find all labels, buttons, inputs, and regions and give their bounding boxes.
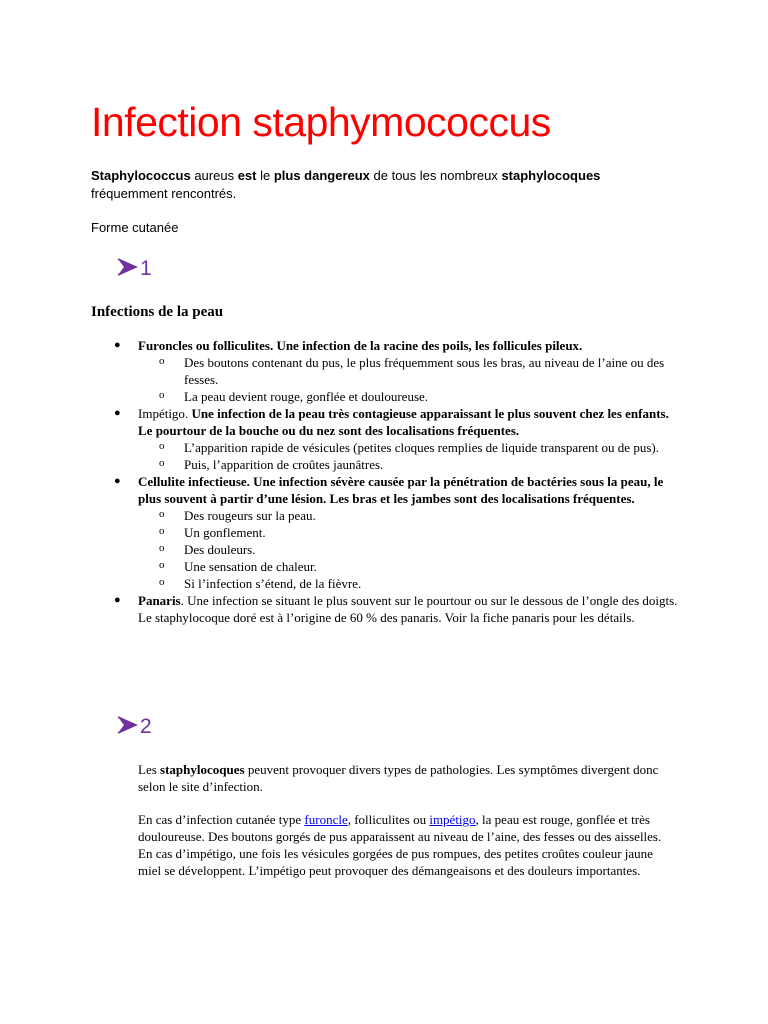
circle-bullet-icon: o bbox=[159, 559, 165, 571]
section-number-2: 2 bbox=[140, 715, 152, 738]
intro-text-3: de tous les nombreux bbox=[369, 168, 502, 183]
disc-bullet-icon: ● bbox=[114, 339, 121, 351]
para2-text-b: , folliculites ou bbox=[347, 812, 430, 827]
circle-bullet-icon: o bbox=[159, 576, 165, 588]
list-item bbox=[110, 592, 680, 626]
para1-text-c: peuvent provoquer divers types de pathologies. Les symptômes divergent donc selon le site d’infection. bbox=[138, 762, 659, 794]
sub-item-text: Si l’infection s’étend, de la fièvre. bbox=[184, 576, 362, 591]
intro-bold-2: est bbox=[237, 168, 257, 183]
sub-item-text: L’apparition rapide de vésicules (petites cloques remplies de liquide transparent ou de pus). bbox=[184, 440, 659, 455]
circle-bullet-icon: o bbox=[159, 355, 165, 367]
sub-list-item bbox=[110, 524, 680, 541]
sub-item-text: Des douleurs. bbox=[184, 542, 256, 557]
intro-text-1: aureus bbox=[190, 168, 238, 183]
item-name: Cellulite infectieuse bbox=[138, 474, 247, 489]
arrow-bullet-icon bbox=[116, 715, 138, 735]
sub-list-item bbox=[110, 575, 680, 592]
sub-list-item bbox=[110, 558, 680, 575]
item-desc: Une infection sévère causée par la pénétration de bactéries sous la peau, le plus souvent à partir d’une lésion. Les bras et les jambes sont des localisations fréquentes. bbox=[138, 474, 664, 506]
sub-list-item bbox=[110, 439, 680, 456]
sub-item-text: Un gonflement. bbox=[184, 525, 266, 540]
item-name: Panaris bbox=[138, 593, 181, 608]
circle-bullet-icon: o bbox=[159, 440, 165, 452]
circle-bullet-icon: o bbox=[159, 389, 165, 401]
intro-paragraph bbox=[91, 167, 651, 203]
infections-heading: Infections de la peau bbox=[91, 304, 224, 320]
paragraph-cutaneous bbox=[138, 811, 678, 879]
circle-bullet-icon: o bbox=[159, 542, 165, 554]
item-desc: Une infection de la racine des poils, les follicules pileux. bbox=[276, 338, 583, 353]
circle-bullet-icon: o bbox=[159, 525, 165, 537]
sub-list-item bbox=[110, 507, 680, 524]
sub-item-text: Des boutons contenant du pus, le plus fréquemment sous les bras, au niveau de l’aine ou des fesses. bbox=[184, 355, 665, 387]
sub-list-item bbox=[110, 456, 680, 473]
item-sep: . bbox=[180, 593, 188, 608]
para2-text-c: , la peau est rouge, gonflée et très douloureuse. Des boutons gorgés de pus apparaissent au niveau de l’aine, des fesses ou des aisselles. En cas d’impétigo, une fois les vésicules gorgées de pus rompues, des petites croûtes couleur jaune miel se développent. L’impétigo peut provoquer des démangeaisons et des douleurs importantes. bbox=[138, 812, 662, 878]
disc-bullet-icon: ● bbox=[114, 475, 121, 487]
para2-text-a: En cas d’infection cutanée type bbox=[138, 812, 305, 827]
section-heading-2 bbox=[116, 713, 152, 741]
item-sep: . bbox=[184, 406, 192, 421]
forme-label: Forme cutanée bbox=[91, 220, 179, 235]
sub-item-text: La peau devient rouge, gonflée et douloureuse. bbox=[184, 389, 429, 404]
intro-text-2: le bbox=[256, 168, 274, 183]
circle-bullet-icon: o bbox=[159, 508, 165, 520]
sub-item-text: Des rougeurs sur la peau. bbox=[184, 508, 316, 523]
item-desc: Une infection se situant le plus souvent sur le pourtour ou sur le dessous de l’ongle des doigts. Le staphylocoque doré est à l’origine de 60 % des panaris. Voir la fiche panaris pour les détails. bbox=[138, 593, 678, 625]
infection-list bbox=[110, 337, 680, 626]
sub-list-item bbox=[110, 541, 680, 558]
list-item bbox=[110, 405, 680, 439]
sub-list-item bbox=[110, 388, 680, 405]
intro-bold-1: Staphylococcus bbox=[91, 168, 191, 183]
item-desc: Une infection de la peau très contagieuse apparaissant le plus souvent chez les enfants. Le pourtour de la bouche ou du nez sont des localisations fréquentes. bbox=[138, 406, 669, 438]
sub-list-item bbox=[110, 354, 680, 388]
disc-bullet-icon: ● bbox=[114, 594, 121, 606]
sub-item-text: Une sensation de chaleur. bbox=[184, 559, 317, 574]
intro-bold-3: plus dangereux bbox=[273, 168, 370, 183]
item-sep: . bbox=[246, 474, 254, 489]
item-name: Impétigo bbox=[138, 406, 185, 421]
item-sep: . bbox=[269, 338, 277, 353]
item-name: Furoncles ou folliculites bbox=[138, 338, 270, 353]
disc-bullet-icon: ● bbox=[114, 407, 121, 419]
intro-bold-4: staphylocoques bbox=[501, 168, 601, 183]
section-heading-1 bbox=[116, 255, 152, 283]
paragraph-pathologies bbox=[138, 761, 678, 795]
circle-bullet-icon: o bbox=[159, 457, 165, 469]
para1-bold: staphylocoques bbox=[160, 762, 245, 777]
intro-text-4: fréquemment rencontrés. bbox=[91, 186, 237, 201]
section-number-1: 1 bbox=[140, 257, 152, 280]
para1-text-a: Les bbox=[138, 762, 161, 777]
furoncle-link[interactable]: furoncle bbox=[304, 812, 348, 827]
list-item bbox=[110, 473, 680, 507]
arrow-bullet-icon bbox=[116, 257, 138, 277]
list-item bbox=[110, 337, 680, 354]
sub-item-text: Puis, l’apparition de croûtes jaunâtres. bbox=[184, 457, 384, 472]
page-title: Infection staphymococcus bbox=[91, 99, 551, 145]
impetigo-link[interactable]: impétigo bbox=[429, 812, 476, 827]
